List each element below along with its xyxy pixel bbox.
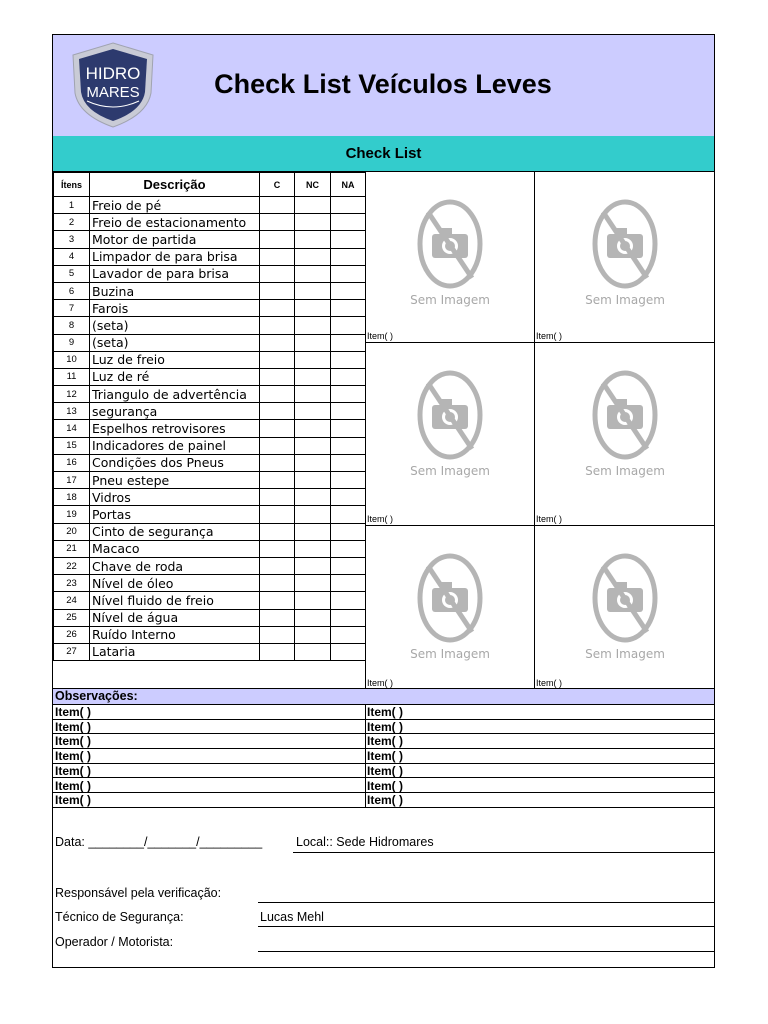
photo-slot[interactable] [365, 343, 534, 526]
item-number: 19 [54, 506, 90, 523]
check-c-cell[interactable] [260, 300, 295, 317]
photo-slot[interactable] [365, 172, 534, 343]
check-c-cell[interactable] [260, 197, 295, 214]
observations-header [53, 688, 714, 705]
check-na-cell[interactable] [331, 575, 366, 592]
check-nc-cell[interactable] [295, 592, 331, 609]
check-c-cell[interactable] [260, 472, 295, 489]
item-description: Triangulo de advertência [90, 386, 260, 403]
check-na-cell[interactable] [331, 351, 366, 368]
item-number: 7 [54, 300, 90, 317]
item-description: Lataria [90, 643, 260, 660]
check-nc-cell[interactable] [295, 265, 331, 282]
page-title: Check List Veículos Leves [214, 69, 552, 99]
observation-item-right[interactable]: Item( ) [367, 778, 403, 793]
observation-item-left[interactable]: Item( ) [55, 778, 91, 793]
item-number: 24 [54, 592, 90, 609]
item-number: 2 [54, 214, 90, 231]
check-nc-cell[interactable] [295, 334, 331, 351]
observation-item-right[interactable]: Item( ) [367, 763, 403, 778]
item-number: 23 [54, 575, 90, 592]
item-number: 27 [54, 643, 90, 660]
check-c-cell[interactable] [260, 609, 295, 626]
table-row [54, 197, 366, 214]
check-c-cell[interactable] [260, 523, 295, 540]
check-nc-cell[interactable] [295, 214, 331, 231]
observation-item-left[interactable]: Item( ) [55, 763, 91, 778]
check-c-cell[interactable] [260, 506, 295, 523]
no-camera-icon [583, 194, 667, 314]
item-number: 11 [54, 368, 90, 385]
photo-caption: Item( ) [367, 678, 393, 688]
hidromares-logo [67, 41, 159, 129]
check-nc-cell[interactable] [295, 575, 331, 592]
item-number: 18 [54, 489, 90, 506]
check-na-cell[interactable] [331, 403, 366, 420]
item-description: Luz de freio [90, 351, 260, 368]
check-nc-cell[interactable] [295, 523, 331, 540]
item-description: Luz de ré [90, 368, 260, 385]
item-description: Vidros [90, 489, 260, 506]
check-c-cell[interactable] [260, 592, 295, 609]
observation-row [53, 749, 714, 764]
check-nc-cell[interactable] [295, 643, 331, 660]
check-c-cell[interactable] [260, 643, 295, 660]
item-description: Nível fluido de freio [90, 592, 260, 609]
observation-row [53, 779, 714, 794]
check-c-cell[interactable] [260, 214, 295, 231]
observation-row [53, 793, 714, 808]
table-row [54, 575, 366, 592]
local-field[interactable]: Local:: Sede Hidromares [296, 835, 434, 849]
no-camera-icon [583, 548, 667, 668]
responsavel-label: Responsável pela verificação: [55, 886, 222, 900]
check-na-cell[interactable] [331, 317, 366, 334]
col-header-itens: Ítens [54, 173, 90, 197]
check-na-cell[interactable] [331, 489, 366, 506]
check-c-cell[interactable] [260, 540, 295, 557]
check-nc-cell[interactable] [295, 540, 331, 557]
check-na-cell[interactable] [331, 506, 366, 523]
observation-item-right[interactable]: Item( ) [367, 719, 403, 734]
check-nc-cell[interactable] [295, 626, 331, 643]
check-c-cell[interactable] [260, 626, 295, 643]
item-number: 25 [54, 609, 90, 626]
observation-row [53, 764, 714, 779]
check-c-cell[interactable] [260, 265, 295, 282]
check-na-cell[interactable] [331, 334, 366, 351]
item-description: Cinto de segurança [90, 523, 260, 540]
observation-row [53, 734, 714, 749]
check-c-cell[interactable] [260, 437, 295, 454]
check-nc-cell[interactable] [295, 489, 331, 506]
item-number: 16 [54, 454, 90, 471]
table-row [54, 454, 366, 471]
check-na-cell[interactable] [331, 248, 366, 265]
observation-item-left[interactable]: Item( ) [55, 719, 91, 734]
table-row [54, 368, 366, 385]
table-row [54, 231, 366, 248]
check-na-cell[interactable] [331, 609, 366, 626]
table-row [54, 403, 366, 420]
responsavel-line[interactable] [258, 902, 714, 903]
table-row [54, 472, 366, 489]
item-description: Indicadores de painel [90, 437, 260, 454]
photo-caption: Item( ) [367, 514, 393, 524]
check-c-cell[interactable] [260, 351, 295, 368]
check-nc-cell[interactable] [295, 197, 331, 214]
check-na-cell[interactable] [331, 454, 366, 471]
check-na-cell[interactable] [331, 643, 366, 660]
table-row [54, 523, 366, 540]
svg-text:MARES: MARES [86, 84, 140, 101]
table-row [54, 386, 366, 403]
check-c-cell[interactable] [260, 368, 295, 385]
photo-caption: Item( ) [536, 331, 562, 341]
item-number: 13 [54, 403, 90, 420]
check-c-cell[interactable] [260, 248, 295, 265]
table-row [54, 489, 366, 506]
item-description: Nível de água [90, 609, 260, 626]
check-nc-cell[interactable] [295, 472, 331, 489]
table-row [54, 506, 366, 523]
check-nc-cell[interactable] [295, 300, 331, 317]
check-c-cell[interactable] [260, 403, 295, 420]
check-nc-cell[interactable] [295, 609, 331, 626]
tecnico-line [258, 926, 714, 927]
check-nc-cell[interactable] [295, 231, 331, 248]
check-na-cell[interactable] [331, 557, 366, 574]
item-description: Pneu estepe [90, 472, 260, 489]
operador-line[interactable] [258, 951, 714, 952]
check-nc-cell[interactable] [295, 282, 331, 299]
item-description: Limpador de para brisa [90, 248, 260, 265]
item-description: Motor de partida [90, 231, 260, 248]
check-nc-cell[interactable] [295, 386, 331, 403]
check-nc-cell[interactable] [295, 420, 331, 437]
item-description: Nível de óleo [90, 575, 260, 592]
date-field[interactable]: Data: ________/_______/_________ [55, 835, 263, 849]
check-na-cell[interactable] [331, 368, 366, 385]
item-number: 22 [54, 557, 90, 574]
observation-item-left[interactable]: Item( ) [55, 749, 91, 764]
item-description: Freio de pé [90, 197, 260, 214]
item-number: 10 [54, 351, 90, 368]
check-nc-cell[interactable] [295, 506, 331, 523]
item-description: segurança [90, 403, 260, 420]
observation-row [53, 705, 714, 720]
table-header-row [54, 173, 366, 197]
table-row [54, 317, 366, 334]
item-number: 5 [54, 265, 90, 282]
check-nc-cell[interactable] [295, 557, 331, 574]
operador-label: Operador / Motorista: [55, 935, 174, 949]
item-description: Macaco [90, 540, 260, 557]
table-row [54, 334, 366, 351]
col-header-descricao: Descrição [90, 173, 260, 197]
tecnico-value[interactable]: Lucas Mehl [260, 910, 324, 924]
item-number: 9 [54, 334, 90, 351]
observation-item-right[interactable]: Item( ) [367, 793, 403, 808]
check-na-cell[interactable] [331, 472, 366, 489]
item-number: 6 [54, 282, 90, 299]
photo-caption: Item( ) [536, 678, 562, 688]
check-na-cell[interactable] [331, 282, 366, 299]
check-na-cell[interactable] [331, 231, 366, 248]
item-description: Freio de estacionamento [90, 214, 260, 231]
item-number: 14 [54, 420, 90, 437]
table-row [54, 248, 366, 265]
photo-caption: Item( ) [536, 514, 562, 524]
check-na-cell[interactable] [331, 420, 366, 437]
item-number: 3 [54, 231, 90, 248]
check-na-cell[interactable] [331, 300, 366, 317]
item-number: 8 [54, 317, 90, 334]
check-c-cell[interactable] [260, 386, 295, 403]
item-description: Espelhos retrovisores [90, 420, 260, 437]
band-label: Check List [345, 145, 422, 162]
header [53, 35, 714, 137]
item-description: Portas [90, 506, 260, 523]
check-na-cell[interactable] [331, 265, 366, 282]
checklist-band [53, 136, 714, 172]
tecnico-label: Técnico de Segurança: [55, 910, 184, 924]
observation-item-right[interactable]: Item( ) [367, 734, 403, 749]
observation-row [53, 720, 714, 735]
observation-item-right[interactable]: Item( ) [367, 749, 403, 764]
check-nc-cell[interactable] [295, 437, 331, 454]
photo-slot[interactable] [534, 526, 714, 689]
checklist-sheet [52, 34, 715, 968]
check-nc-cell[interactable] [295, 248, 331, 265]
item-description: (seta) [90, 334, 260, 351]
table-row [54, 609, 366, 626]
item-number: 17 [54, 472, 90, 489]
table-row [54, 265, 366, 282]
items-table [53, 172, 366, 661]
item-number: 4 [54, 248, 90, 265]
item-number: 15 [54, 437, 90, 454]
check-c-cell[interactable] [260, 317, 295, 334]
photo-caption: Item( ) [367, 331, 393, 341]
item-number: 1 [54, 197, 90, 214]
photo-slot[interactable] [365, 526, 534, 689]
observations-title: Observações: [55, 689, 138, 703]
check-na-cell[interactable] [331, 540, 366, 557]
item-description: Farois [90, 300, 260, 317]
check-c-cell[interactable] [260, 489, 295, 506]
observation-item-right[interactable]: Item( ) [367, 705, 403, 719]
table-row [54, 300, 366, 317]
item-number: 26 [54, 626, 90, 643]
table-row [54, 643, 366, 660]
item-description: Lavador de para brisa [90, 265, 260, 282]
check-nc-cell[interactable] [295, 454, 331, 471]
no-camera-icon [583, 365, 667, 485]
observation-item-left[interactable]: Item( ) [55, 793, 91, 808]
check-na-cell[interactable] [331, 437, 366, 454]
svg-text:HIDRO: HIDRO [85, 64, 141, 83]
observation-item-left[interactable]: Item( ) [55, 705, 91, 719]
photo-slot[interactable] [534, 343, 714, 526]
col-header-nc: NC [295, 173, 331, 197]
check-na-cell[interactable] [331, 592, 366, 609]
no-camera-icon [408, 194, 492, 314]
check-na-cell[interactable] [331, 214, 366, 231]
check-na-cell[interactable] [331, 626, 366, 643]
check-na-cell[interactable] [331, 386, 366, 403]
check-c-cell[interactable] [260, 575, 295, 592]
table-row [54, 540, 366, 557]
observations-divider [365, 705, 366, 808]
check-nc-cell[interactable] [295, 317, 331, 334]
observation-item-left[interactable]: Item( ) [55, 734, 91, 749]
check-c-cell[interactable] [260, 334, 295, 351]
check-na-cell[interactable] [331, 523, 366, 540]
check-nc-cell[interactable] [295, 403, 331, 420]
check-c-cell[interactable] [260, 454, 295, 471]
item-number: 21 [54, 540, 90, 557]
item-description: (seta) [90, 317, 260, 334]
photo-slot[interactable] [534, 172, 714, 343]
check-c-cell[interactable] [260, 282, 295, 299]
check-na-cell[interactable] [331, 197, 366, 214]
table-row [54, 437, 366, 454]
check-nc-cell[interactable] [295, 368, 331, 385]
col-header-na: NA [331, 173, 366, 197]
check-c-cell[interactable] [260, 557, 295, 574]
item-description: Ruído Interno [90, 626, 260, 643]
table-row [54, 557, 366, 574]
check-c-cell[interactable] [260, 420, 295, 437]
item-description: Buzina [90, 282, 260, 299]
check-c-cell[interactable] [260, 231, 295, 248]
table-row [54, 420, 366, 437]
local-underline [293, 852, 714, 853]
no-camera-icon [408, 548, 492, 668]
signature-section [53, 808, 714, 968]
check-nc-cell[interactable] [295, 351, 331, 368]
table-row [54, 592, 366, 609]
item-number: 12 [54, 386, 90, 403]
table-row [54, 282, 366, 299]
item-description: Chave de roda [90, 557, 260, 574]
no-camera-icon [408, 365, 492, 485]
table-row [54, 214, 366, 231]
col-header-c: C [260, 173, 295, 197]
item-number: 20 [54, 523, 90, 540]
table-row [54, 626, 366, 643]
item-description: Condições dos Pneus [90, 454, 260, 471]
table-row [54, 351, 366, 368]
